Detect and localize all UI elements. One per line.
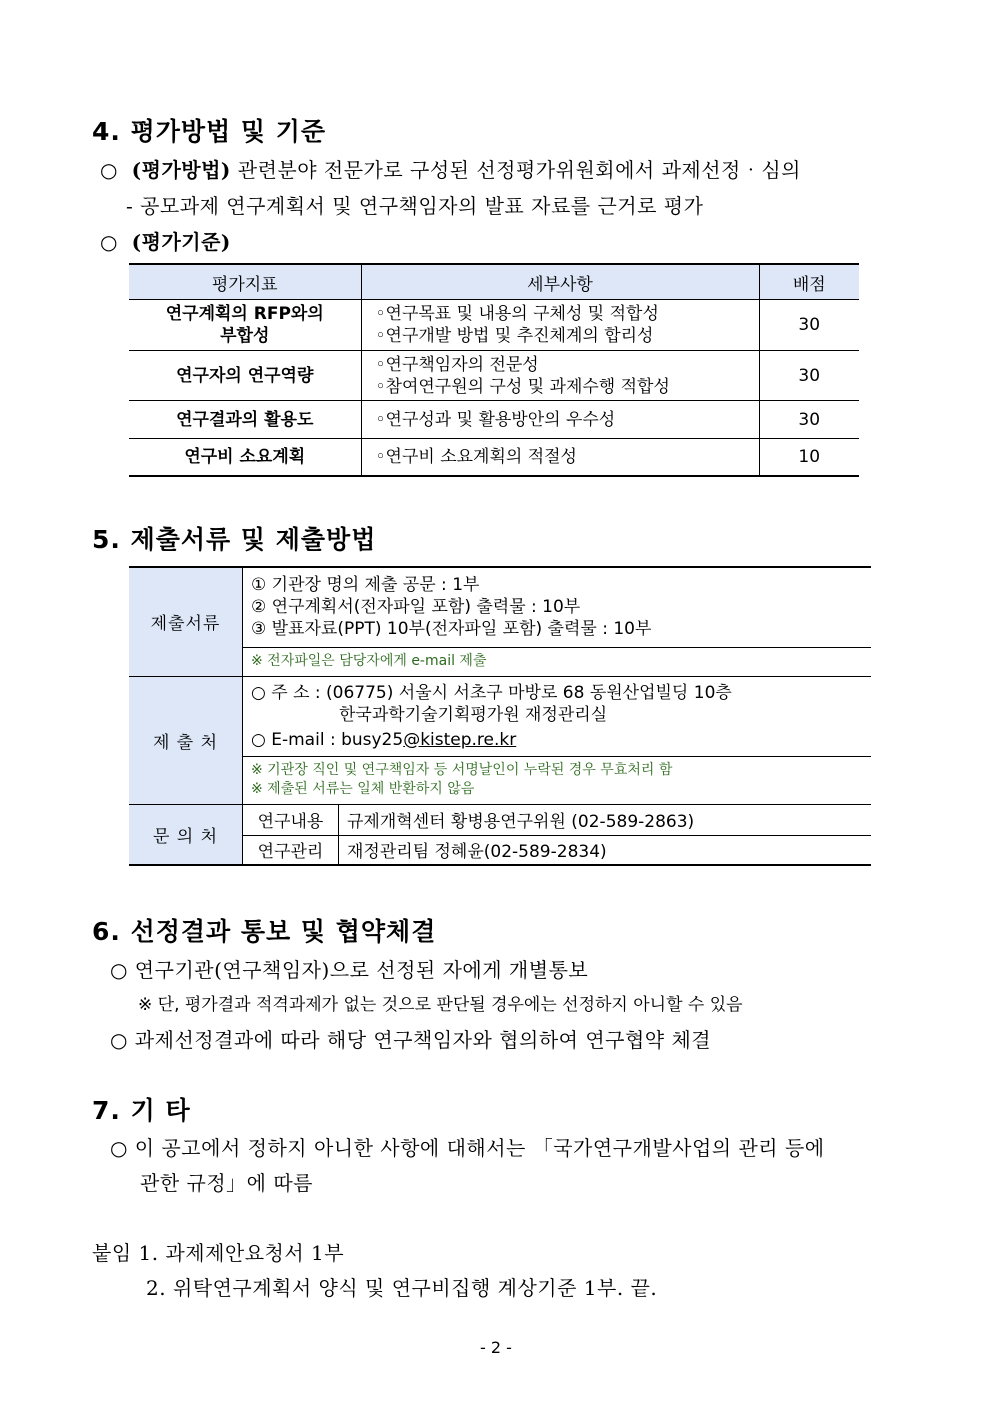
section-4-bullet-method-sub: - 공모과제 연구계획서 및 연구책임자의 발표 자료를 근거로 평가 <box>126 194 704 218</box>
bullet-circle-icon: ○ <box>100 158 132 182</box>
detail-cell: ◦연구성과 및 활용방안의 우수성 <box>361 401 759 439</box>
attachment-line1: 붙임 1. 과제제안요청서 1부 <box>92 1241 345 1265</box>
criterion-cell: 연구비 소요계획 <box>129 439 361 476</box>
page-number: - 2 - <box>480 1338 512 1357</box>
section-4-bullet-criteria: ○ (평가기준) <box>100 230 231 254</box>
table-row <box>129 676 871 756</box>
section-6-line2: ○ 과제선정결과에 따라 해당 연구책임자와 협의하여 연구협약 체결 <box>110 1028 712 1052</box>
contact-label: 문 의 처 <box>129 804 243 865</box>
dest-label: 제 출 처 <box>129 676 243 804</box>
detail-cell: ◦연구비 소요계획의 적절성 <box>361 439 759 476</box>
score-cell: 10 <box>759 439 859 476</box>
docs-items: ① 기관장 명의 제출 공문 : 1부 ② 연구계획서(전자파일 포함) 출력물 : 10부 ③ 발표자료(PPT) 10부(전자파일 포함) 출력물 : 10부 <box>243 567 872 647</box>
score-cell: 30 <box>759 300 859 351</box>
email-link[interactable]: @kistep.re.kr <box>403 729 517 750</box>
docs-label: 제출서류 <box>129 567 243 676</box>
contact-value: 재정관리팀 정혜윤(02-589-2834) <box>339 835 872 865</box>
contact-type: 연구관리 <box>243 835 339 865</box>
table-row <box>129 351 859 401</box>
table-row <box>129 439 859 476</box>
docs-note: ※ 전자파일은 담당자에게 e-mail 제출 <box>243 647 872 676</box>
table-header-row <box>129 264 859 300</box>
section-6-line1: ○ 연구기관(연구책임자)으로 선정된 자에게 개별통보 <box>110 958 589 982</box>
section-7-line1: ○ 이 공고에서 정하지 아니한 사항에 대해서는 「국가연구개발사업의 관리 등에 <box>110 1136 825 1160</box>
score-cell: 30 <box>759 401 859 439</box>
table-row <box>129 300 859 351</box>
section-7-line2: 관한 규정」에 따름 <box>140 1171 313 1195</box>
attachment-line2: 2. 위탁연구계획서 양식 및 연구비집행 계상기준 1부. 끝. <box>146 1276 658 1300</box>
table-row <box>129 804 871 835</box>
section-6-title: 6. 선정결과 통보 및 협약체결 <box>92 917 437 946</box>
evaluation-criteria-table <box>129 263 859 477</box>
submission-table <box>129 566 871 866</box>
header-score: 배점 <box>759 264 859 300</box>
bullet-circle-icon: ○ <box>100 230 132 254</box>
table-row <box>129 401 859 439</box>
section-6-note: ※ 단, 평가결과 적격과제가 없는 것으로 판단될 경우에는 선정하지 아니할 수 있음 <box>138 995 743 1015</box>
detail-cell: ◦연구책임자의 전문성 ◦참여연구원의 구성 및 과제수행 적합성 <box>361 351 759 401</box>
dest-note: ※ 기관장 직인 및 연구책임자 등 서명날인이 누락된 경우 무효처리 함 ※ 제출된 서류는 일체 반환하지 않음 <box>243 756 872 804</box>
section-4-title: 4. 평가방법 및 기준 <box>92 117 327 146</box>
score-cell: 30 <box>759 351 859 401</box>
detail-cell: ◦연구목표 및 내용의 구체성 및 적합성 ◦연구개발 방법 및 추진체계의 합리성 <box>361 300 759 351</box>
section-7-title: 7. 기 타 <box>92 1096 191 1125</box>
contact-value: 규제개혁센터 황병용연구위원 (02-589-2863) <box>339 804 872 835</box>
criterion-cell: 연구자의 연구역량 <box>129 351 361 401</box>
header-criterion: 평가지표 <box>129 264 361 300</box>
section-4-bullet-method: ○ (평가방법) 관련분야 전문가로 구성된 선정평가위원회에서 과제선정‧심의 <box>100 158 801 182</box>
contact-type: 연구내용 <box>243 804 339 835</box>
table-row <box>129 567 871 647</box>
section-5-title: 5. 제출서류 및 제출방법 <box>92 525 377 554</box>
criterion-cell: 연구결과의 활용도 <box>129 401 361 439</box>
criterion-cell: 연구계획의 RFP와의 부합성 <box>129 300 361 351</box>
dest-info: ○ 주 소 : (06775) 서울시 서초구 마방로 68 동원산업빌딩 10층 한국과학기술기획평가원 재정관리실 ○ E-mail : busy25@kistep.re.kr <box>243 676 872 756</box>
header-detail: 세부사항 <box>361 264 759 300</box>
